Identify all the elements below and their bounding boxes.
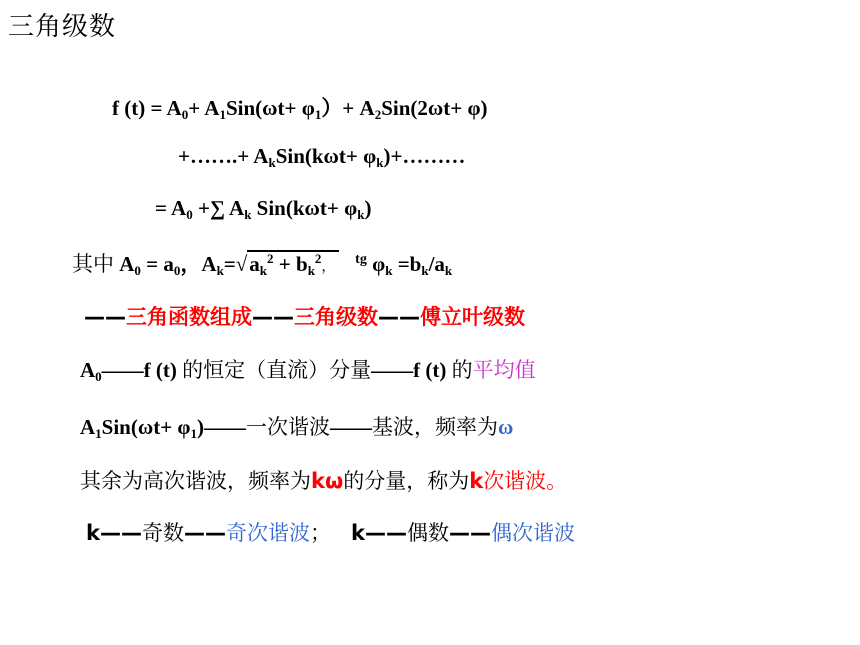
- dash: ——: [204, 415, 247, 439]
- eq4-term: ，A: [180, 252, 217, 276]
- eq2-term: +…….+ A: [178, 144, 269, 168]
- phi-sub: 1: [190, 426, 198, 441]
- sqrt-sign: =√: [223, 252, 248, 276]
- eq3-sub: k: [244, 207, 252, 222]
- a1-sub: 1: [95, 426, 102, 441]
- eq4-term: φ: [372, 252, 386, 276]
- dash: ——: [101, 358, 144, 382]
- eq4-sub: 0: [173, 263, 181, 278]
- eq4-term: = a: [146, 252, 174, 276]
- equation-line-3: [155, 196, 371, 221]
- zh-text: 偶数: [406, 521, 449, 545]
- kw-red: kω: [311, 469, 344, 493]
- a0-sub: 0: [95, 369, 102, 384]
- radicand-sub: k: [259, 263, 268, 278]
- dash: ——: [330, 415, 373, 439]
- radicand-sub: k: [307, 263, 315, 278]
- a0: A: [80, 358, 96, 382]
- ft: f (t): [143, 358, 177, 382]
- eq2-sub: k: [268, 155, 276, 170]
- eq2-term: )+………: [383, 144, 466, 168]
- fundamental-line: [80, 411, 513, 441]
- radicand-comma: ，: [321, 260, 336, 275]
- radicand-sup: 2: [267, 251, 274, 266]
- zh-text: 的恒定（直流）分量: [182, 358, 372, 382]
- eq4-sub: k: [421, 263, 429, 278]
- eq4-sub: k: [216, 263, 224, 278]
- eq1-lhs: f (t) =: [112, 96, 163, 120]
- eq4-sub: 0: [134, 263, 141, 278]
- dash: ——: [364, 521, 407, 545]
- tg-label: tg: [355, 252, 367, 267]
- text-red: 三角函数组成: [126, 305, 252, 329]
- text-blue: 奇次谐波: [225, 521, 310, 545]
- eq3-term: +∑ A: [197, 196, 245, 220]
- eq4-sub: k: [444, 263, 453, 278]
- eq4-term: A: [119, 252, 135, 276]
- eq1-sub: 2: [374, 107, 382, 122]
- composition-line: [84, 301, 525, 331]
- zh-text: 一次谐波: [246, 415, 331, 439]
- dc-component-line: [80, 354, 536, 384]
- equation-line-4: [72, 248, 452, 278]
- eq1-term: ）+ A: [321, 96, 375, 120]
- paren: ): [197, 415, 205, 439]
- eq2-sub: k: [376, 155, 384, 170]
- sqrt-radicand: [247, 250, 339, 277]
- zh-text: 的: [451, 358, 473, 382]
- eq3-term: = A: [155, 196, 187, 220]
- radicand-term: a: [249, 252, 260, 276]
- text-blue: 偶次谐波: [490, 521, 575, 545]
- eq1-term: Sin(ωt+ φ: [225, 96, 315, 120]
- zh-text: 的分量，称为: [343, 469, 470, 493]
- k-red: k: [469, 469, 484, 493]
- a1: A: [80, 415, 96, 439]
- eq1-sub: 1: [219, 107, 226, 122]
- harmonics-line: [80, 465, 567, 495]
- zh-text: 其余为高次谐波，频率为: [80, 469, 311, 493]
- radicand-term: + b: [278, 252, 308, 276]
- dash: ——: [378, 305, 420, 329]
- eq2-term: Sin(kωt+ φ: [275, 144, 377, 168]
- eq4-term: /a: [428, 252, 445, 276]
- eq4-term: =b: [397, 252, 422, 276]
- equation-line-2: [178, 144, 465, 169]
- zh-text: 基波，频率为: [372, 415, 499, 439]
- eq3-sub: k: [357, 207, 365, 222]
- text-purple: 平均值: [472, 358, 536, 382]
- eq1-term: + A: [188, 96, 220, 120]
- zh-text: 奇数: [141, 521, 184, 545]
- eq1-term: Sin(2ωt+ φ): [381, 96, 488, 120]
- semicolon: ；: [309, 521, 331, 545]
- text-red: 三角级数: [294, 305, 378, 329]
- radicand-sup: 2: [314, 251, 322, 266]
- eq1-sub: 0: [181, 107, 189, 122]
- k-label: k: [86, 521, 100, 545]
- eq3-term: Sin(kωt+ φ: [256, 196, 358, 220]
- dash: ——: [448, 521, 491, 545]
- eq4-sub: k: [385, 263, 393, 278]
- dash: ——: [252, 305, 294, 329]
- dash: ——: [99, 521, 142, 545]
- slide-title: 三角级数: [8, 12, 117, 42]
- ft: f (t): [413, 358, 447, 382]
- dash: ——: [183, 521, 226, 545]
- dash: ——: [371, 358, 414, 382]
- text-red: 傅立叶级数: [420, 305, 525, 329]
- eq4-intro: 其中: [72, 252, 114, 276]
- eq1-term: A: [166, 96, 182, 120]
- text-red: 次谐波。: [483, 469, 568, 493]
- odd-even-line: [86, 517, 575, 547]
- equation-line-1: [112, 92, 488, 122]
- eq3-term: ): [364, 196, 372, 220]
- dash: ——: [84, 305, 126, 329]
- omega-blue: ω: [498, 415, 514, 439]
- eq3-sub: 0: [186, 207, 193, 222]
- sin-term: Sin(ωt+ φ: [101, 415, 191, 439]
- eq1-sub: 1: [314, 107, 322, 122]
- k-label: k: [351, 521, 365, 545]
